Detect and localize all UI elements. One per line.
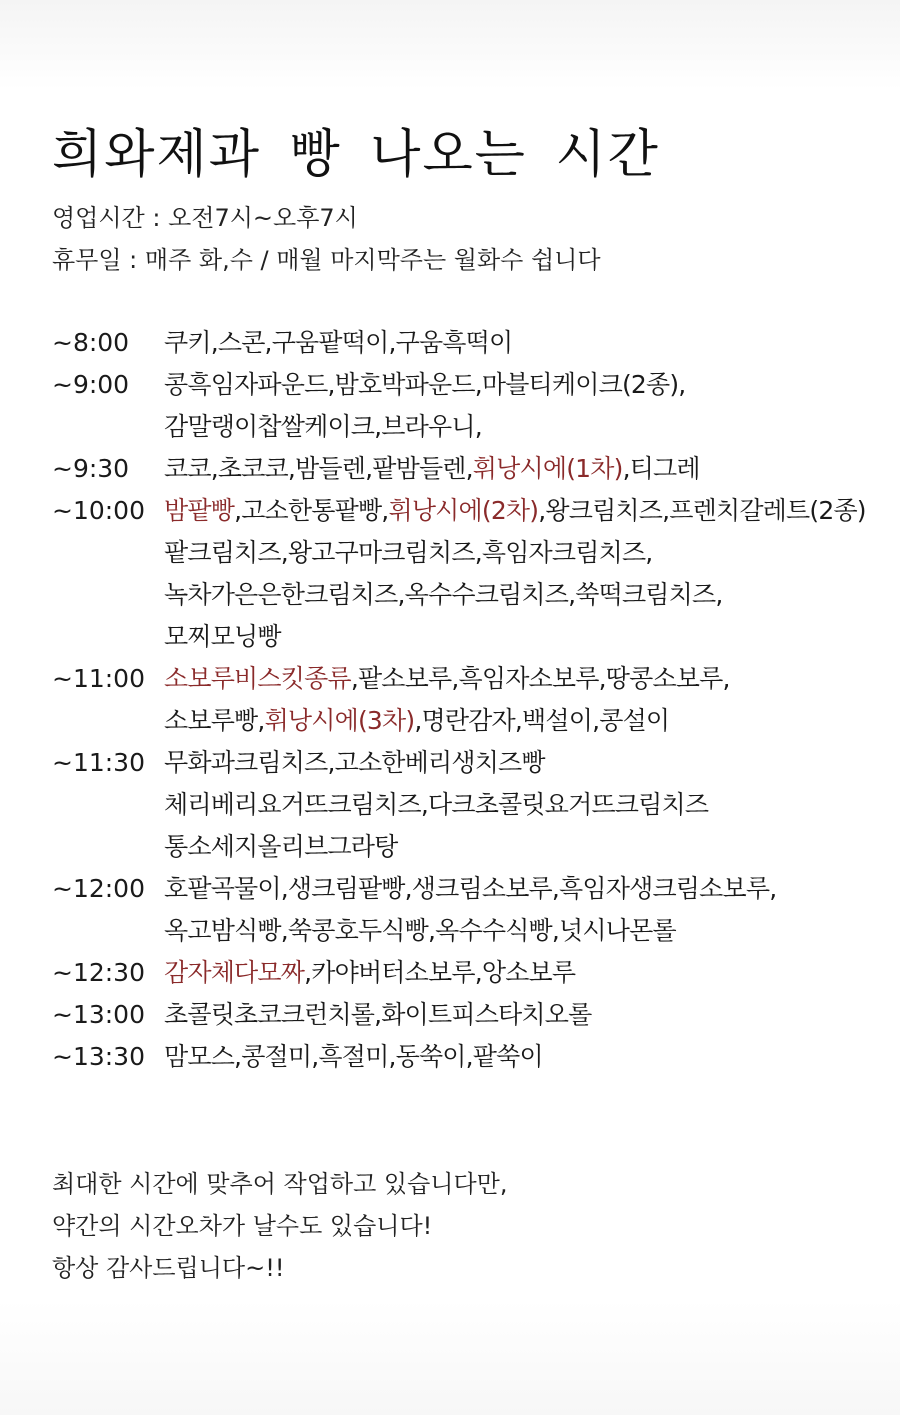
footer-line-3: 항상 감사드립니다~!! [52, 1254, 285, 1282]
schedule-line [52, 322, 892, 364]
page-title: 희와제과 빵 나오는 시간 [52, 125, 660, 185]
schedule-items [164, 448, 700, 490]
schedule-line [52, 616, 892, 658]
schedule-slot [52, 742, 892, 868]
schedule-items [164, 952, 575, 994]
schedule-slot [52, 1036, 892, 1078]
item-text: 체리베리요거뜨크림치즈,다크초콜릿요거뜨크림치즈 [164, 790, 709, 819]
item-text: 초콜릿초코크런치롤,화이트피스타치오롤 [164, 1000, 592, 1029]
schedule-items [164, 532, 652, 574]
item-text: 감말랭이찹쌀케이크,브라우니, [164, 412, 482, 441]
item-text: 소보루빵, [164, 706, 265, 735]
schedule-items [164, 322, 512, 364]
schedule-items [164, 406, 482, 448]
item-text: 녹차가은은한크림치즈,옥수수크림치즈,쑥떡크림치즈, [164, 580, 723, 609]
item-text: 옥고밤식빵,쑥콩호두식빵,옥수수식빵,넛시나몬롤 [164, 916, 676, 945]
item-text: 호팥곡물이,생크림팥빵,생크림소보루,흑임자생크림소보루, [164, 874, 777, 903]
schedule-time: ~11:00 [52, 664, 145, 693]
schedule-line [52, 448, 892, 490]
schedule-line [52, 532, 892, 574]
business-hours: 영업시간 : 오전7시~오후7시 [52, 204, 358, 232]
schedule-items [164, 616, 281, 658]
schedule-line [52, 574, 892, 616]
schedule-slot [52, 448, 892, 490]
item-text: 통소세지올리브그라탕 [164, 832, 398, 861]
schedule-time: ~10:00 [52, 496, 145, 525]
schedule-line [52, 952, 892, 994]
schedule-items [164, 700, 669, 742]
schedule-slot [52, 952, 892, 994]
schedule-items [164, 490, 866, 532]
schedule-items [164, 1036, 543, 1078]
schedule-items [164, 742, 545, 784]
schedule-line [52, 742, 892, 784]
footer-line-1: 최대한 시간에 맞추어 작업하고 있습니다만, [52, 1170, 508, 1198]
schedule-items [164, 868, 776, 910]
highlighted-item: 소보루비스킷종류 [164, 664, 351, 693]
schedule-time: ~9:30 [52, 454, 130, 483]
schedule-line [52, 700, 892, 742]
schedule-time: ~12:30 [52, 958, 145, 987]
schedule-slot [52, 490, 892, 658]
closed-days: 휴무일 : 매주 화,수 / 매월 마지막주는 월화수 쉽니다 [52, 246, 601, 274]
schedule-items [164, 574, 723, 616]
item-text: 무화과크림치즈,고소한베리생치즈빵 [164, 748, 545, 777]
schedule-line [52, 910, 892, 952]
schedule-time: ~13:30 [52, 1042, 145, 1071]
schedule-line [52, 1036, 892, 1078]
schedule-items [164, 910, 676, 952]
highlighted-item: 휘낭시에(2차) [388, 496, 539, 525]
schedule-line [52, 868, 892, 910]
schedule-line [52, 826, 892, 868]
schedule-time: ~8:00 [52, 328, 130, 357]
item-text: ,고소한통팥빵, [234, 496, 389, 525]
item-text: 콩흑임자파운드,밤호박파운드,마블티케이크(2종), [164, 370, 686, 399]
item-text: 맘모스,콩절미,흑절미,동쑥이,팥쑥이 [164, 1042, 543, 1071]
footer-line-2: 약간의 시간오차가 날수도 있습니다! [52, 1212, 433, 1240]
schedule-slot [52, 322, 892, 364]
highlighted-item: 감자체다모짜 [164, 958, 305, 987]
schedule-line [52, 784, 892, 826]
highlighted-item: 휘낭시에(3차) [264, 706, 415, 735]
bake-schedule [52, 322, 892, 1078]
item-text: 코코,초코코,밤들렌,팥밤들렌, [164, 454, 473, 483]
item-text: 쿠키,스콘,구움팥떡이,구움흑떡이 [164, 328, 513, 357]
schedule-line [52, 658, 892, 700]
schedule-time: ~13:00 [52, 1000, 145, 1029]
schedule-slot [52, 868, 892, 952]
schedule-line [52, 490, 892, 532]
schedule-items [164, 784, 708, 826]
schedule-slot [52, 364, 892, 448]
schedule-time: ~11:30 [52, 748, 145, 777]
schedule-items [164, 364, 685, 406]
schedule-time: ~12:00 [52, 874, 145, 903]
item-text: 모찌모닝빵 [164, 622, 281, 651]
item-text: ,카야버터소보루,앙소보루 [304, 958, 576, 987]
item-text: ,티그레 [622, 454, 700, 483]
schedule-line [52, 364, 892, 406]
schedule-slot [52, 994, 892, 1036]
schedule-items [164, 658, 730, 700]
schedule-slot [52, 658, 892, 742]
schedule-line [52, 994, 892, 1036]
schedule-line [52, 406, 892, 448]
highlighted-item: 밤팥빵 [164, 496, 235, 525]
item-text: 팥크림치즈,왕고구마크림치즈,흑임자크림치즈, [164, 538, 653, 567]
item-text: ,팥소보루,흑임자소보루,땅콩소보루, [350, 664, 730, 693]
schedule-time: ~9:00 [52, 370, 130, 399]
item-text: ,명란감자,백설이,콩설이 [414, 706, 670, 735]
schedule-items [164, 826, 398, 868]
highlighted-item: 휘낭시에(1차) [472, 454, 623, 483]
item-text: ,왕크림치즈,프렌치갈레트(2종) [538, 496, 866, 525]
schedule-items [164, 994, 591, 1036]
